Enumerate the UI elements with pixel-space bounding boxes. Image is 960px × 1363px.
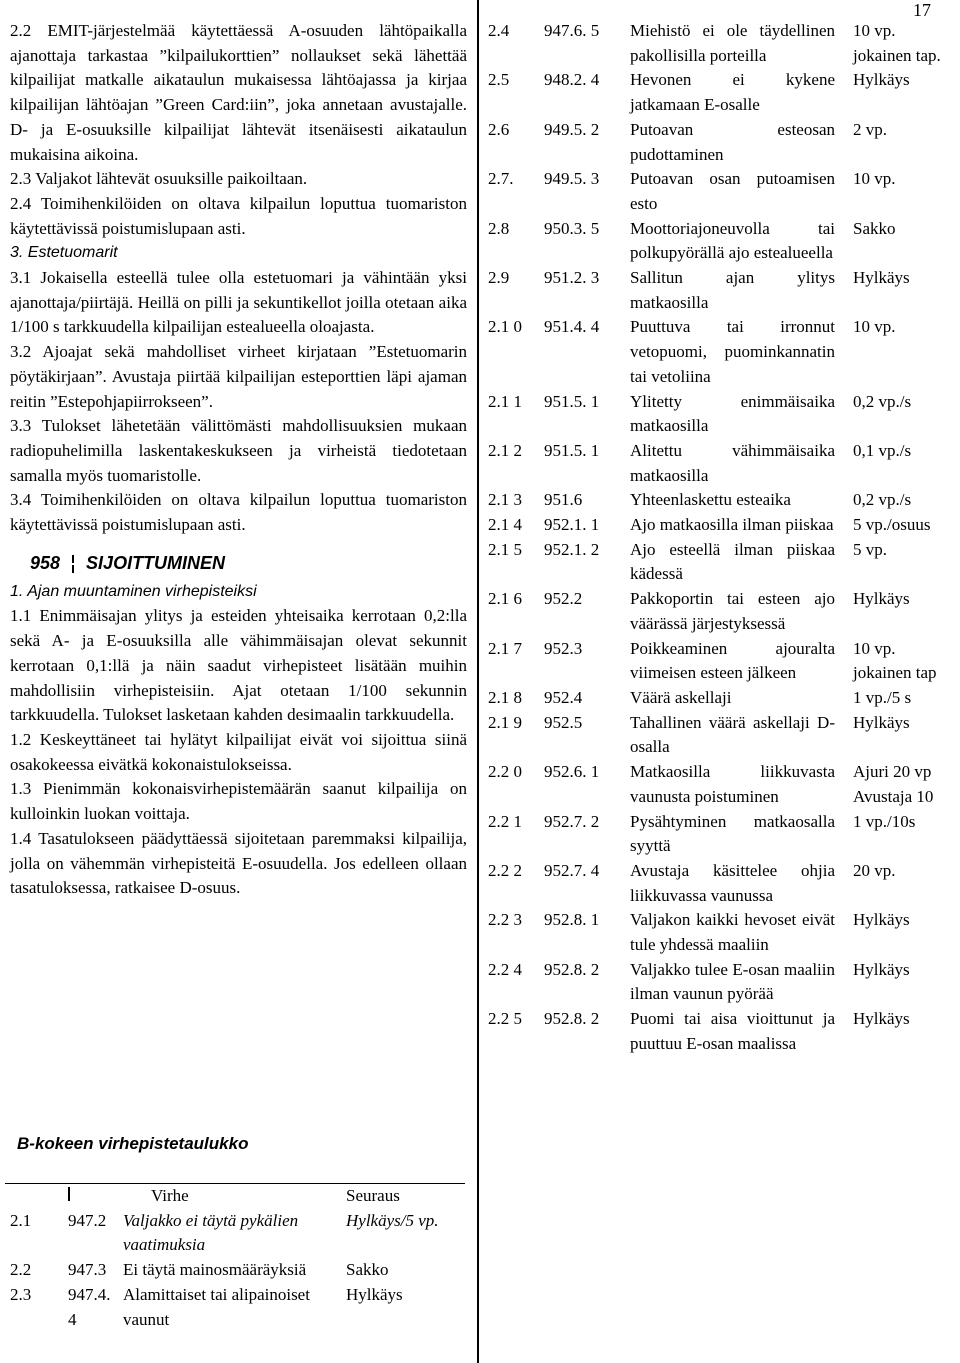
chapter-number: 958 xyxy=(30,552,61,573)
paragraph-mark-icon xyxy=(66,555,80,573)
column-divider xyxy=(477,0,479,1363)
row-number: 2.1 3 xyxy=(488,490,522,510)
row-code: 952.8. 1 xyxy=(544,910,600,930)
table-row xyxy=(5,1283,465,1332)
paragraph: 3.3 Tulokset lähetetään välittömästi mahdollisuuksien mukaan radiopuhelimilla laskentakeskukseen ja virheistä tiedotetaan samalla myös tuomaristolle. xyxy=(10,416,467,485)
paragraph: 1.2 Keskeyttäneet tai hylätyt kilpailijat eivät voi sijoittua siinä osakokeessa eivätkä kokonaistulokseissa. xyxy=(10,729,467,774)
row-virhe: Ajo esteellä ilman piiskaa kädessä xyxy=(630,539,835,584)
row-code: 949.5. 3 xyxy=(544,169,600,189)
table-row xyxy=(488,513,956,538)
row-number: 2.5 xyxy=(488,70,510,90)
table-row xyxy=(488,908,956,957)
table-row xyxy=(488,118,956,167)
row-virhe: Pakkoportin tai esteen ajo väärässä järjestyksessä xyxy=(630,589,835,633)
row-seuraus: Hylkäys xyxy=(853,959,910,979)
header-virhe: Virhe xyxy=(123,1184,346,1209)
table-row xyxy=(488,859,956,908)
row-seuraus: Hylkäys xyxy=(853,910,910,930)
row-number: 2.1 2 xyxy=(488,440,522,460)
chapter-heading xyxy=(30,550,467,576)
row-seuraus: Hylkäys xyxy=(853,70,910,90)
row-virhe: Ei täytä mainosmääräyksiä xyxy=(123,1260,307,1280)
section-title: 3. Estetuomarit xyxy=(10,244,118,262)
row-virhe: Alitettu vähimmäisaika matkaosilla xyxy=(630,440,835,485)
row-number: 2.2 5 xyxy=(488,1009,522,1029)
table-row xyxy=(5,1209,465,1258)
row-virhe: Puuttuva tai irronnut vetopuomi, puominkannatin tai vetoliina xyxy=(630,317,835,386)
table-row xyxy=(488,266,956,315)
column-divider-icon xyxy=(68,1187,70,1201)
table-row xyxy=(488,1007,956,1056)
row-code: 952.7. 2 xyxy=(544,811,600,831)
row-virhe: Miehistö ei ole täydellinen pakollisilla porteilla xyxy=(630,21,835,65)
table-header-row xyxy=(5,1184,465,1209)
left-column xyxy=(10,19,467,901)
row-code: 952.2 xyxy=(544,589,583,609)
paragraph: 3.4 Toimihenkilöiden on oltava kilpailun loputtua tuomariston käytettävissä poistumislupaan asti. xyxy=(10,490,467,535)
table-row xyxy=(488,587,956,636)
paragraph: 3.2 Ajoajat sekä mahdolliset virheet kirjataan ”Estetuomarin pöytäkirjaan”. Avustaja piirtää kilpailijan esteporttien läpi ajaman reitin ”Estepohjapiirrokseen”. xyxy=(10,342,467,411)
paragraph: 2.4 Toimihenkilöiden on oltava kilpailun loputtua tuomariston käytettävissä poistumislupaan asti. xyxy=(10,193,467,238)
row-seuraus: 10 vp. jokainen tap. xyxy=(853,21,941,65)
row-code: 952.3 xyxy=(544,638,583,658)
row-seuraus: 5 vp./osuus xyxy=(853,515,931,535)
row-number: 2.1 7 xyxy=(488,638,522,658)
table-row xyxy=(488,958,956,1007)
row-virhe: Avustaja käsittelee ohjia liikkuvassa vaunussa xyxy=(630,860,835,905)
row-code: 951.5. 1 xyxy=(544,440,600,460)
row-virhe: Valjakko ei täytä pykälien vaatimuksia xyxy=(123,1210,299,1255)
page-number: 17 xyxy=(913,0,931,20)
row-number: 2.2 xyxy=(10,1260,32,1280)
row-virhe: Väärä askellaji xyxy=(630,687,732,707)
row-seuraus: 0,2 vp./s xyxy=(853,490,912,510)
row-virhe: Matkaosilla liikkuvasta vaunusta poistuminen xyxy=(630,762,835,806)
row-number: 2.6 xyxy=(488,119,510,139)
row-seuraus: 5 vp. xyxy=(853,539,887,559)
row-virhe: Pysähtyminen matkaosalla syyttä xyxy=(630,811,835,856)
row-code: 951.2. 3 xyxy=(544,268,600,288)
row-code: 951.5. 1 xyxy=(544,391,600,411)
row-code: 952.5 xyxy=(544,712,583,732)
table-row xyxy=(488,637,956,686)
table-row xyxy=(488,19,956,68)
row-number: 2.1 1 xyxy=(488,391,522,411)
row-code: 950.3. 5 xyxy=(544,218,600,238)
row-virhe: Ajo matkaosilla ilman piiskaa xyxy=(630,515,834,535)
row-code: 951.6 xyxy=(544,490,583,510)
row-number: 2.7. xyxy=(488,169,514,189)
row-virhe: Tahallinen väärä askellaji D-osalla xyxy=(630,712,835,757)
row-number: 2.1 5 xyxy=(488,539,522,559)
row-seuraus: Hylkäys xyxy=(346,1284,403,1304)
row-seuraus: 0,2 vp./s xyxy=(853,391,912,411)
row-code: 947.4. 4 xyxy=(68,1284,111,1329)
table-row xyxy=(5,1258,465,1283)
paragraph: 1.3 Pienimmän kokonaisvirhepistemäärän saanut kilpailija on kulloinkin luokan voittaja. xyxy=(10,779,467,824)
row-number: 2.1 xyxy=(10,1210,32,1230)
row-virhe: Yhteenlaskettu esteaika xyxy=(630,490,791,510)
chapter-title: SIJOITTUMINEN xyxy=(86,552,226,573)
row-seuraus: 2 vp. xyxy=(853,119,887,139)
row-code: 952.8. 2 xyxy=(544,959,600,979)
row-seuraus: Sakko xyxy=(853,218,896,238)
row-virhe: Poikkeaminen ajouralta viimeisen esteen jälkeen xyxy=(630,638,835,683)
table-row xyxy=(488,488,956,513)
row-virhe: Valjakon kaikki hevoset eivät tule yhdessä maaliin xyxy=(630,910,835,955)
table-row xyxy=(488,439,956,488)
row-virhe: Putoavan osan putoamisen esto xyxy=(630,169,835,213)
row-seuraus: Hylkäys/5 vp. xyxy=(346,1210,439,1230)
table-row xyxy=(488,390,956,439)
row-number: 2.1 9 xyxy=(488,712,522,732)
table-row xyxy=(488,217,956,266)
row-number: 2.1 4 xyxy=(488,515,522,535)
row-seuraus: 20 vp. xyxy=(853,860,896,880)
row-virhe: Ylitetty enimmäisaika matkaosilla xyxy=(630,391,835,436)
row-seuraus: Hylkäys xyxy=(853,589,910,609)
row-virhe: Sallitun ajan ylitys matkaosilla xyxy=(630,268,835,312)
penalty-table-right xyxy=(488,19,956,1057)
row-code: 952.1. 2 xyxy=(544,539,600,559)
row-number: 2.2 4 xyxy=(488,959,522,979)
table-title: B-kokeen virhepistetaulukko xyxy=(17,1134,249,1153)
row-code: 948.2. 4 xyxy=(544,70,600,90)
penalty-table-left xyxy=(5,1183,465,1332)
table-row xyxy=(488,711,956,760)
row-seuraus: 1 vp./5 s xyxy=(853,687,912,707)
paragraph: 2.2 EMIT-järjestelmää käytettäessä A-osuuden lähtöpaikalla ajanottaja tarkastaa ”kilpailukorttien” nollaukset sekä lähettää kilpailijat matkalle aikataulun mukaisessa lähtöajassa ja kirjaa kilpailijan lähtöajan ”Green Card:iin”, joka annetaan avustajalle. D- ja E-osuuksille kilpailijat lähtevät itsenäisesti aikataulun mukaisina aikoina. xyxy=(10,21,467,164)
row-virhe: Puomi tai aisa vioittunut ja puuttuu E-osan maalissa xyxy=(630,1009,835,1053)
header-seuraus: Seuraus xyxy=(346,1184,465,1209)
row-seuraus: Ajuri 20 vp Avustaja 10 xyxy=(853,762,934,806)
row-number: 2.1 6 xyxy=(488,589,522,609)
row-code: 952.1. 1 xyxy=(544,515,600,535)
row-seuraus: 10 vp. xyxy=(853,317,896,337)
row-virhe: Alamittaiset tai alipainoiset vaunut xyxy=(123,1284,310,1329)
row-number: 2.1 0 xyxy=(488,317,522,337)
section-title: 1. Ajan muuntaminen virhepisteiksi xyxy=(10,582,257,600)
paragraph: 1.4 Tasatulokseen päädyttäessä sijoitetaan paremmaksi kilpailija, jolla on vähemmän virhepisteitä E-osuudella. Jos edelleen ollaan tasatuloksessa, ratkaisee D-osuus. xyxy=(10,828,467,898)
row-code: 952.4 xyxy=(544,687,583,707)
row-seuraus: Hylkäys xyxy=(853,1009,910,1029)
paragraph: 2.3 Valjakot lähtevät osuuksille paikoiltaan. xyxy=(10,169,308,189)
row-code: 952.8. 2 xyxy=(544,1009,600,1029)
row-seuraus: 10 vp. jokainen tap xyxy=(853,638,937,683)
row-number: 2.2 0 xyxy=(488,762,522,782)
row-virhe: Valjakko tulee E-osan maaliin ilman vaunun pyörää xyxy=(630,959,835,1004)
table-row xyxy=(488,686,956,711)
row-code: 947.6. 5 xyxy=(544,21,600,40)
row-code: 952.7. 4 xyxy=(544,860,600,880)
table-row xyxy=(488,538,956,587)
table-row xyxy=(488,315,956,389)
row-number: 2.8 xyxy=(488,218,510,238)
paragraph: 1.1 Enimmäisajan ylitys ja esteiden yhteisaika kerrotaan 0,2:lla sekä A- ja E-osuuksilla alle vähimmäisajan olevat sekunnit kerrotaan 0,1:llä ja näin saadut virhepisteet lisätään muihin mahdollisiin virhepisteisiin. Ajat otetaan 1/100 sekunnin tarkkuudella. Tulokset lasketaan kahden desimaalin tarkkuudella. xyxy=(10,606,467,725)
row-seuraus: Sakko xyxy=(346,1260,389,1280)
row-code: 951.4. 4 xyxy=(544,317,600,337)
row-seuraus: 1 vp./10s xyxy=(853,811,916,831)
table-row xyxy=(488,760,956,809)
table-row xyxy=(488,167,956,216)
row-virhe: Hevonen ei kykene jatkamaan E-osalle xyxy=(630,70,835,115)
row-number: 2.3 xyxy=(10,1284,32,1304)
row-number: 2.9 xyxy=(488,268,510,288)
row-virhe: Putoavan esteosan pudottaminen xyxy=(630,119,835,164)
row-number: 2.2 1 xyxy=(488,811,522,831)
row-number: 2.2 2 xyxy=(488,860,522,880)
row-number: 2.2 3 xyxy=(488,910,522,930)
row-code: 949.5. 2 xyxy=(544,119,600,139)
row-code: 947.2 xyxy=(68,1210,107,1230)
row-seuraus: Hylkäys xyxy=(853,268,910,288)
table-row xyxy=(488,68,956,117)
row-seuraus: 0,1 vp./s xyxy=(853,440,912,460)
row-code: 947.3 xyxy=(68,1260,107,1280)
row-virhe: Moottoriajoneuvolla tai polkupyörällä ajo estealueella xyxy=(630,218,835,263)
table-cell xyxy=(5,1184,123,1209)
row-number: 2.1 8 xyxy=(488,687,522,707)
row-seuraus: 10 vp. xyxy=(853,169,896,189)
table-row xyxy=(488,810,956,859)
row-seuraus: Hylkäys xyxy=(853,712,910,732)
row-number: 2.4 xyxy=(488,21,510,40)
paragraph: 3.1 Jokaisella esteellä tulee olla estetuomari ja vähintään yksi ajanottaja/piirtäjä. Heillä on pilli ja sekuntikellot joilla otetaan aika 1/100 s tarkkuudella kilpailijan estealueella oloajasta. xyxy=(10,268,467,337)
row-code: 952.6. 1 xyxy=(544,762,600,782)
